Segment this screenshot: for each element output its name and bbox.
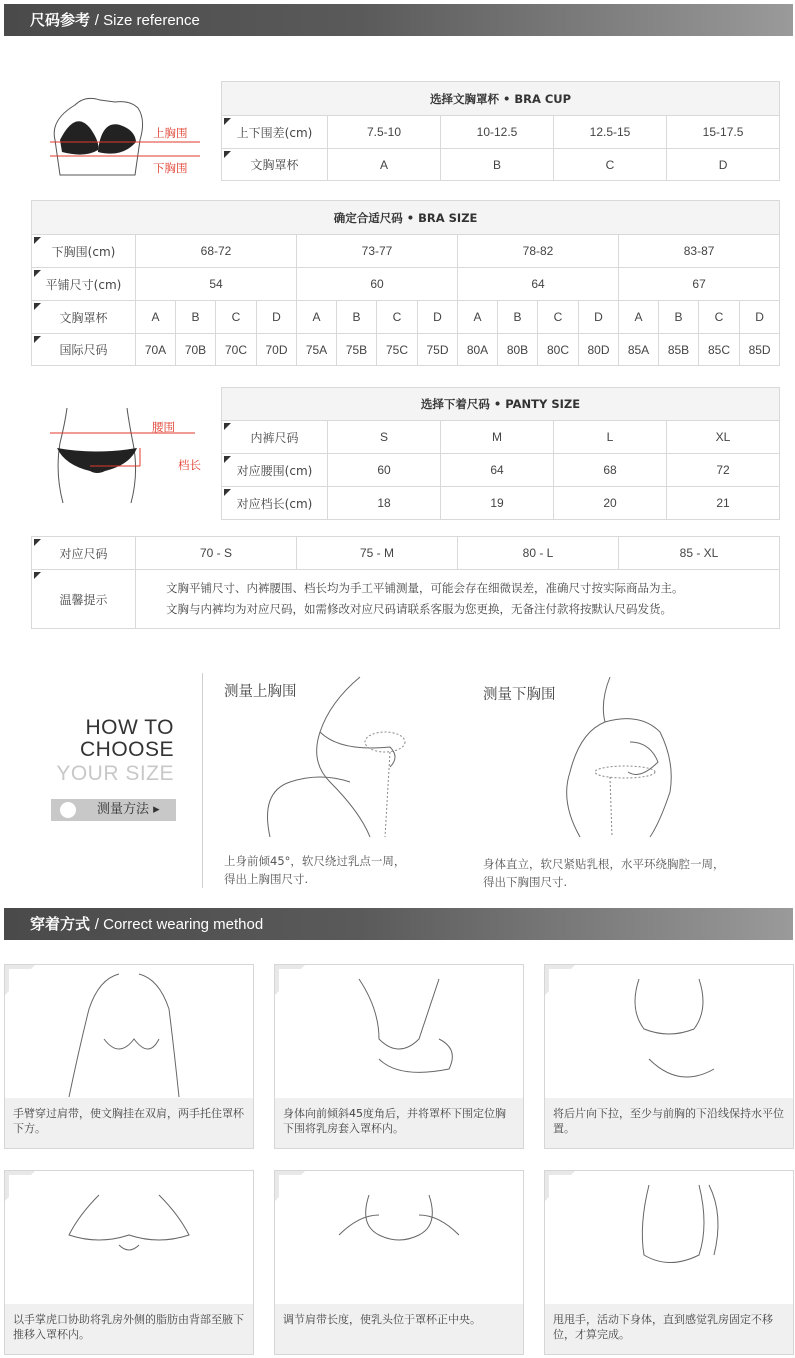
row-label: 文胸罩杯 (32, 301, 136, 334)
divider (202, 673, 203, 888)
table-cell: 73-77 (297, 235, 458, 268)
measure-method-button[interactable] (51, 799, 176, 821)
cup-cell: D (579, 301, 619, 334)
step-number: 2. (283, 971, 292, 985)
bra-size-table (31, 200, 780, 366)
table-cell: 78-82 (458, 235, 619, 268)
wearing-method-header (4, 908, 793, 940)
row-label: 内裤尺码 (222, 421, 328, 454)
panty-caption: 选择下着尺码 • PANTY SIZE (222, 388, 780, 421)
table-cell: 20 (554, 487, 667, 520)
cup-cell: C (216, 301, 257, 334)
table-cell: L (554, 421, 667, 454)
step-card-1 (4, 964, 254, 1149)
cup-cell: B (659, 301, 699, 334)
table-cell: S (328, 421, 441, 454)
table-cell: 67 (619, 268, 780, 301)
size-match-table (31, 536, 780, 629)
step-card-2 (274, 964, 524, 1149)
upper-bust-measure-text (224, 852, 405, 888)
table-cell: 72 (667, 454, 780, 487)
step-text: 将后片向下拉，至少与前胸的下沿线保持水平位置。 (545, 1098, 793, 1148)
step-6-illustration (549, 1175, 789, 1303)
upper-bust-measure-title: 测量上胸围 (224, 684, 297, 700)
step-number: 6. (553, 1177, 562, 1191)
table-cell: 15-17.5 (667, 116, 780, 149)
cup-cell: B (498, 301, 538, 334)
intl-size-cell: 85A (619, 334, 659, 366)
bra-size-caption: 确定合适尺码 • BRA SIZE (32, 201, 780, 235)
table-cell: 70 - S (136, 537, 297, 570)
table-cell: M (441, 421, 554, 454)
intl-size-cell: 75D (418, 334, 458, 366)
step-text: 甩甩手，活动下身体，直到感觉乳房固定不移位，才算完成。 (545, 1304, 793, 1354)
waist-label: 腰围 (152, 420, 175, 434)
intl-size-cell: 80A (458, 334, 498, 366)
table-cell: 83-87 (619, 235, 780, 268)
intl-size-cell: 75B (337, 334, 377, 366)
step-1-illustration (9, 969, 249, 1097)
cup-cell: A (619, 301, 659, 334)
crotch-label: 档长 (178, 458, 201, 472)
row-label: 国际尺码 (32, 334, 136, 366)
step-3-illustration (549, 969, 789, 1097)
intl-size-cell: 70D (257, 334, 297, 366)
step-card-3 (544, 964, 794, 1149)
header-title-en: / Size reference (94, 12, 200, 29)
header-title-en: / Correct wearing method (94, 916, 264, 933)
step-card-4 (4, 1170, 254, 1355)
step-text: 手臂穿过肩带，使文胸挂在双肩，两手托住罩杯下方。 (5, 1098, 253, 1148)
step-number: 3. (553, 971, 562, 985)
header-title-cn: 尺码参考 (30, 11, 91, 29)
row-label: 对应尺码 (32, 537, 136, 570)
intl-size-cell: 70A (136, 334, 176, 366)
table-cell: 18 (328, 487, 441, 520)
step-2-illustration (279, 969, 519, 1097)
step-text: 调节肩带长度，使乳头位于罩杯正中央。 (275, 1304, 523, 1354)
table-cell: 75 - M (297, 537, 458, 570)
intl-size-cell: 75C (377, 334, 418, 366)
table-cell: 10-12.5 (441, 116, 554, 149)
intl-size-cell: 80B (498, 334, 538, 366)
your-size-line: YOUR SIZE (56, 762, 174, 785)
size-reference-header (4, 4, 793, 36)
under-bust-measure-illustration (540, 672, 710, 842)
text-line: 上身前倾45°，软尺绕过乳点一周， (224, 854, 406, 868)
table-cell: A (328, 149, 441, 181)
table-cell: D (667, 149, 780, 181)
cup-cell: A (136, 301, 176, 334)
cup-cell: B (337, 301, 377, 334)
intl-size-cell: 85D (740, 334, 780, 366)
upper-bust-measure-illustration (250, 672, 450, 842)
cup-cell: C (538, 301, 579, 334)
step-text: 身体向前倾斜45度角后，并将罩杯下围定位胸下围将乳房套入罩杯内。 (275, 1098, 523, 1148)
step-number: 1. (13, 971, 22, 985)
row-label: 上下围差(cm) (222, 116, 328, 149)
table-cell: 68-72 (136, 235, 297, 268)
how-to-line: HOW TO (85, 716, 174, 739)
table-cell: 7.5-10 (328, 116, 441, 149)
table-cell: 19 (441, 487, 554, 520)
table-cell: 64 (441, 454, 554, 487)
text-line: 得出上胸围尺寸. (224, 872, 309, 886)
row-label: 平铺尺寸(cm) (32, 268, 136, 301)
table-cell: 60 (297, 268, 458, 301)
step-number: 5. (283, 1177, 292, 1191)
step-5-illustration (279, 1175, 519, 1303)
table-cell: 85 - XL (619, 537, 780, 570)
text-line: 身体直立，软尺紧贴乳根，水平环绕胸腔一周， (483, 857, 725, 871)
row-label: 对应档长(cm) (222, 487, 328, 520)
table-cell: XL (667, 421, 780, 454)
table-cell: 60 (328, 454, 441, 487)
upper-bust-label: 上胸围 (153, 126, 188, 140)
cup-cell: C (377, 301, 418, 334)
table-cell: B (441, 149, 554, 181)
tip-line: 文胸平铺尺寸、内裤腰围、档长均为手工平铺测量，可能会存在细微误差，准确尺寸按实际商品为主。 (166, 581, 684, 595)
table-cell: 80 - L (458, 537, 619, 570)
intl-size-cell: 80D (579, 334, 619, 366)
measure-method-label: 测量方法 ▸ (97, 802, 160, 817)
under-bust-label: 下胸围 (153, 161, 188, 175)
intl-size-cell: 80C (538, 334, 579, 366)
step-text: 以手掌虎口协助将乳房外侧的脂肪由背部至腋下推移入罩杯内。 (5, 1304, 253, 1354)
cup-cell: B (176, 301, 216, 334)
text-line: 得出下胸围尺寸. (483, 875, 568, 889)
cup-cell: C (699, 301, 740, 334)
panty-size-table (221, 387, 780, 520)
table-cell: 21 (667, 487, 780, 520)
row-label: 温馨提示 (32, 570, 136, 629)
under-bust-measure-title: 测量下胸围 (483, 687, 556, 703)
cup-cell: A (458, 301, 498, 334)
table-cell: C (554, 149, 667, 181)
choose-line: CHOOSE (79, 738, 174, 761)
table-cell: 68 (554, 454, 667, 487)
bra-mannequin-illustration (40, 80, 220, 185)
cup-cell: A (297, 301, 337, 334)
intl-size-cell: 70B (176, 334, 216, 366)
step-card-6 (544, 1170, 794, 1355)
table-cell: 54 (136, 268, 297, 301)
table-cell: 64 (458, 268, 619, 301)
intl-size-cell: 85C (699, 334, 740, 366)
intl-size-cell: 70C (216, 334, 257, 366)
tips-text (136, 570, 780, 629)
cup-cell: D (257, 301, 297, 334)
row-label: 下胸围(cm) (32, 235, 136, 268)
row-label: 对应腰围(cm) (222, 454, 328, 487)
step-4-illustration (9, 1175, 249, 1303)
step-card-5 (274, 1170, 524, 1355)
ruler-icon (60, 802, 76, 818)
tip-line: 文胸与内裤均为对应尺码，如需修改对应尺码请联系客服为您更换，无备注付款将按默认尺码发货。 (166, 602, 672, 616)
intl-size-cell: 75A (297, 334, 337, 366)
bra-cup-caption: 选择文胸罩杯 • BRA CUP (222, 82, 780, 116)
intl-size-cell: 85B (659, 334, 699, 366)
cup-cell: D (740, 301, 780, 334)
bra-cup-table (221, 81, 780, 181)
header-title-cn: 穿着方式 (30, 915, 91, 933)
table-cell: 12.5-15 (554, 116, 667, 149)
step-number: 4. (13, 1177, 22, 1191)
row-label: 文胸罩杯 (222, 149, 328, 181)
cup-cell: D (418, 301, 458, 334)
under-bust-measure-text (483, 855, 725, 891)
